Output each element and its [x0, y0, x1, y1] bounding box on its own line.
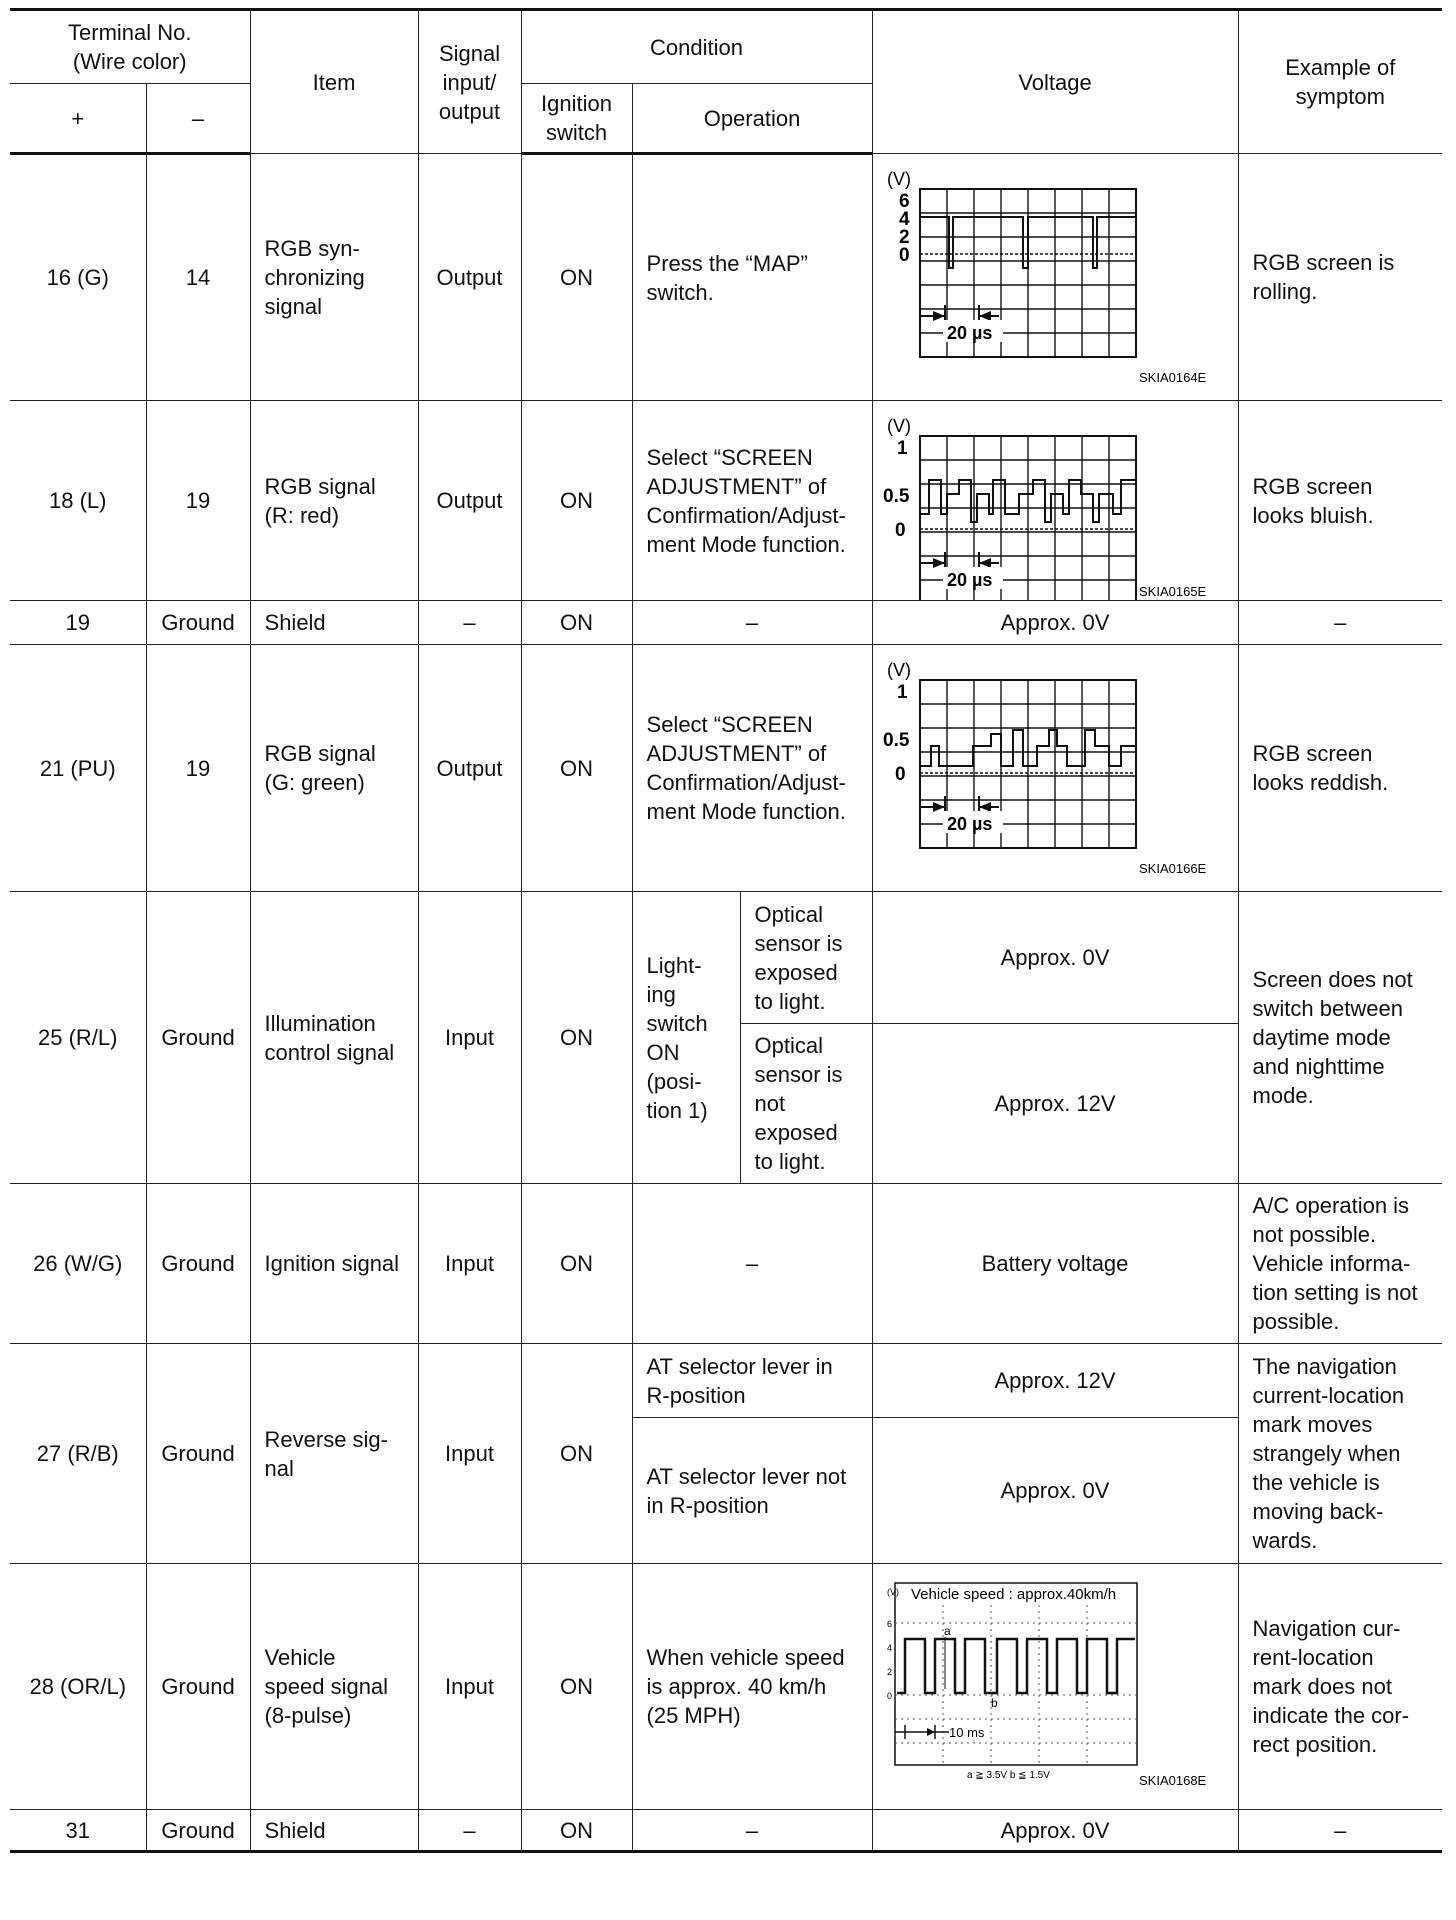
operation-cell: When vehicle speed is approx. 40 km/h (25 MPH) — [632, 1564, 872, 1810]
symptom-cell: Screen does not switch between daytime mode and nighttime mode. — [1238, 892, 1442, 1184]
ignition-cell: ON — [521, 601, 632, 645]
figure-code: SKIA0164E — [1138, 369, 1206, 385]
io-cell: Input — [418, 892, 521, 1184]
header-operation: Operation — [632, 84, 872, 154]
item-cell: RGB signal (G: green) — [250, 645, 418, 892]
operation-cell: – — [632, 1184, 872, 1344]
waveform-cell — [872, 401, 1238, 601]
terminal-minus: 19 — [146, 401, 250, 601]
wave-y-label: 0 — [894, 519, 906, 541]
waveform-cell — [872, 645, 1238, 892]
wave-y-label: 0 — [894, 763, 906, 785]
voltage-cell: Approx. 12V — [872, 1024, 1238, 1184]
wave-y-label: 2 — [886, 1666, 892, 1677]
table-row — [10, 601, 1442, 645]
operation-cell: Optical sensor is not exposed to light. — [740, 1024, 872, 1184]
operation-cell: AT selector lever not in R-position — [632, 1418, 872, 1564]
wave-unit-label: (V) — [886, 415, 911, 436]
wave-y-label: 6 — [886, 1618, 892, 1629]
operation-cell: Press the “MAP” switch. — [632, 154, 872, 401]
wave-y-label: 4 — [898, 208, 910, 230]
wave-unit-label: (V) — [886, 168, 911, 189]
terminal-plus: 18 (L) — [10, 401, 146, 601]
wave-a-label: a — [943, 1623, 951, 1638]
switch-condition-cell: Light- ing switch ON (posi- tion 1) — [632, 892, 740, 1184]
terminal-minus: Ground — [146, 892, 250, 1184]
header-condition: Condition — [521, 10, 872, 84]
ignition-cell: ON — [521, 1564, 632, 1810]
operation-cell: – — [632, 601, 872, 645]
symptom-cell: – — [1238, 1810, 1442, 1852]
terminal-minus: 14 — [146, 154, 250, 401]
operation-cell: AT selector lever in R-position — [632, 1344, 872, 1418]
terminal-spec-table — [10, 8, 1442, 1853]
ignition-cell: ON — [521, 1344, 632, 1564]
io-cell: Input — [418, 1344, 521, 1564]
symptom-cell: RGB screen looks bluish. — [1238, 401, 1442, 601]
terminal-plus: 31 — [10, 1810, 146, 1852]
table-row — [10, 1564, 1442, 1810]
wave-y-label: 4 — [886, 1642, 892, 1653]
symptom-cell: – — [1238, 601, 1442, 645]
table-row — [10, 1344, 1442, 1418]
header-signal-io: Signal input/ output — [418, 10, 521, 154]
voltage-cell: Approx. 0V — [872, 1810, 1238, 1852]
terminal-plus: 21 (PU) — [10, 645, 146, 892]
operation-cell: Select “SCREEN ADJUSTMENT” of Confirmation/Adjust- ment Mode function. — [632, 645, 872, 892]
wave-y-label: 6 — [898, 190, 910, 212]
figure-code: SKIA0165E — [1138, 583, 1206, 599]
terminal-plus: 26 (W/G) — [10, 1184, 146, 1344]
terminal-minus: Ground — [146, 601, 250, 645]
wave-time-label: 20 µs — [946, 322, 992, 343]
io-cell: Output — [418, 154, 521, 401]
symptom-cell: The navigation current-location mark moves strangely when the vehicle is moving back- wards. — [1238, 1344, 1442, 1564]
terminal-plus: 27 (R/B) — [10, 1344, 146, 1564]
item-cell: Shield — [250, 601, 418, 645]
terminal-minus: Ground — [146, 1184, 250, 1344]
figure-code: SKIA0166E — [1138, 860, 1206, 876]
voltage-cell: Approx. 12V — [872, 1344, 1238, 1418]
item-cell: Shield — [250, 1810, 418, 1852]
io-cell: – — [418, 601, 521, 645]
item-cell: Ignition signal — [250, 1184, 418, 1344]
ignition-cell: ON — [521, 1184, 632, 1344]
wave-time-label: 10 ms — [948, 1724, 984, 1740]
waveform-skia0166e — [873, 646, 1239, 891]
io-cell: Input — [418, 1564, 521, 1810]
voltage-cell: Approx. 0V — [872, 601, 1238, 645]
ignition-cell: ON — [521, 1810, 632, 1852]
wave-note: a ≧ 3.5V b ≦ 1.5V — [966, 1769, 1050, 1781]
table-row — [10, 1184, 1442, 1344]
ignition-cell: ON — [521, 892, 632, 1184]
wave-y-label: 2 — [898, 226, 910, 248]
io-cell: – — [418, 1810, 521, 1852]
io-cell: Output — [418, 645, 521, 892]
header-plus: + — [10, 84, 146, 154]
wave-b-label: b — [990, 1695, 998, 1710]
item-cell: RGB syn- chronizing signal — [250, 154, 418, 401]
table-row — [10, 645, 1442, 892]
operation-cell: Optical sensor is exposed to light. — [740, 892, 872, 1024]
wave-unit-label: (V) — [886, 659, 911, 680]
terminal-plus: 28 (OR/L) — [10, 1564, 146, 1810]
voltage-cell: Approx. 0V — [872, 892, 1238, 1024]
waveform-cell — [872, 154, 1238, 401]
voltage-cell: Approx. 0V — [872, 1418, 1238, 1564]
header-minus: – — [146, 84, 250, 154]
waveform-skia0164e — [873, 155, 1239, 400]
terminal-plus: 16 (G) — [10, 154, 146, 401]
header-example: Example of symptom — [1238, 10, 1442, 154]
wave-y-label: 0 — [886, 1690, 892, 1701]
ignition-cell: ON — [521, 154, 632, 401]
symptom-cell: A/C operation is not possible. Vehicle informa- tion setting is not possible. — [1238, 1184, 1442, 1344]
header-voltage: Voltage — [872, 10, 1238, 154]
header-ignition-switch: Ignition switch — [521, 84, 632, 154]
item-cell: RGB signal (R: red) — [250, 401, 418, 601]
terminal-minus: Ground — [146, 1564, 250, 1810]
item-cell: Vehicle speed signal (8-pulse) — [250, 1564, 418, 1810]
wave-time-label: 20 µs — [946, 813, 992, 834]
terminal-minus: Ground — [146, 1344, 250, 1564]
wave-y-label: 1 — [896, 437, 908, 459]
wave-y-label: 1 — [896, 681, 908, 703]
terminal-plus: 19 — [10, 601, 146, 645]
io-cell: Output — [418, 401, 521, 601]
wave-time-label: 20 µs — [946, 569, 992, 590]
waveform-cell — [872, 1564, 1238, 1810]
symptom-cell: RGB screen looks reddish. — [1238, 645, 1442, 892]
terminal-minus: Ground — [146, 1810, 250, 1852]
wave-y-label: 0 — [898, 244, 910, 266]
waveform-skia0168e — [873, 1565, 1239, 1809]
header-item: Item — [250, 10, 418, 154]
item-cell: Reverse sig- nal — [250, 1344, 418, 1564]
voltage-cell: Battery voltage — [872, 1184, 1238, 1344]
table-row — [10, 401, 1442, 601]
symptom-cell: RGB screen is rolling. — [1238, 154, 1442, 401]
operation-cell: – — [632, 1810, 872, 1852]
item-cell: Illumination control signal — [250, 892, 418, 1184]
table-row — [10, 892, 1442, 1024]
wave-unit-label: (V) — [886, 1586, 899, 1597]
wave-y-label: 0.5 — [882, 729, 909, 751]
terminal-plus: 25 (R/L) — [10, 892, 146, 1184]
ignition-cell: ON — [521, 401, 632, 601]
operation-cell: Select “SCREEN ADJUSTMENT” of Confirmation/Adjust- ment Mode function. — [632, 401, 872, 601]
waveform-trace — [897, 1639, 1135, 1693]
header-terminal-no: Terminal No. (Wire color) — [10, 10, 250, 84]
waveform-skia0165e — [873, 402, 1239, 600]
ignition-cell: ON — [521, 645, 632, 892]
io-cell: Input — [418, 1184, 521, 1344]
table-row — [10, 1810, 1442, 1852]
figure-code: SKIA0168E — [1138, 1772, 1206, 1788]
wave-title: Vehicle speed : approx.40km/h — [910, 1585, 1116, 1603]
wave-y-label: 0.5 — [882, 485, 909, 507]
table-row — [10, 154, 1442, 401]
symptom-cell: Navigation cur- rent-location mark does not indicate the cor- rect position. — [1238, 1564, 1442, 1810]
time-marker — [895, 1725, 949, 1739]
terminal-minus: 19 — [146, 645, 250, 892]
